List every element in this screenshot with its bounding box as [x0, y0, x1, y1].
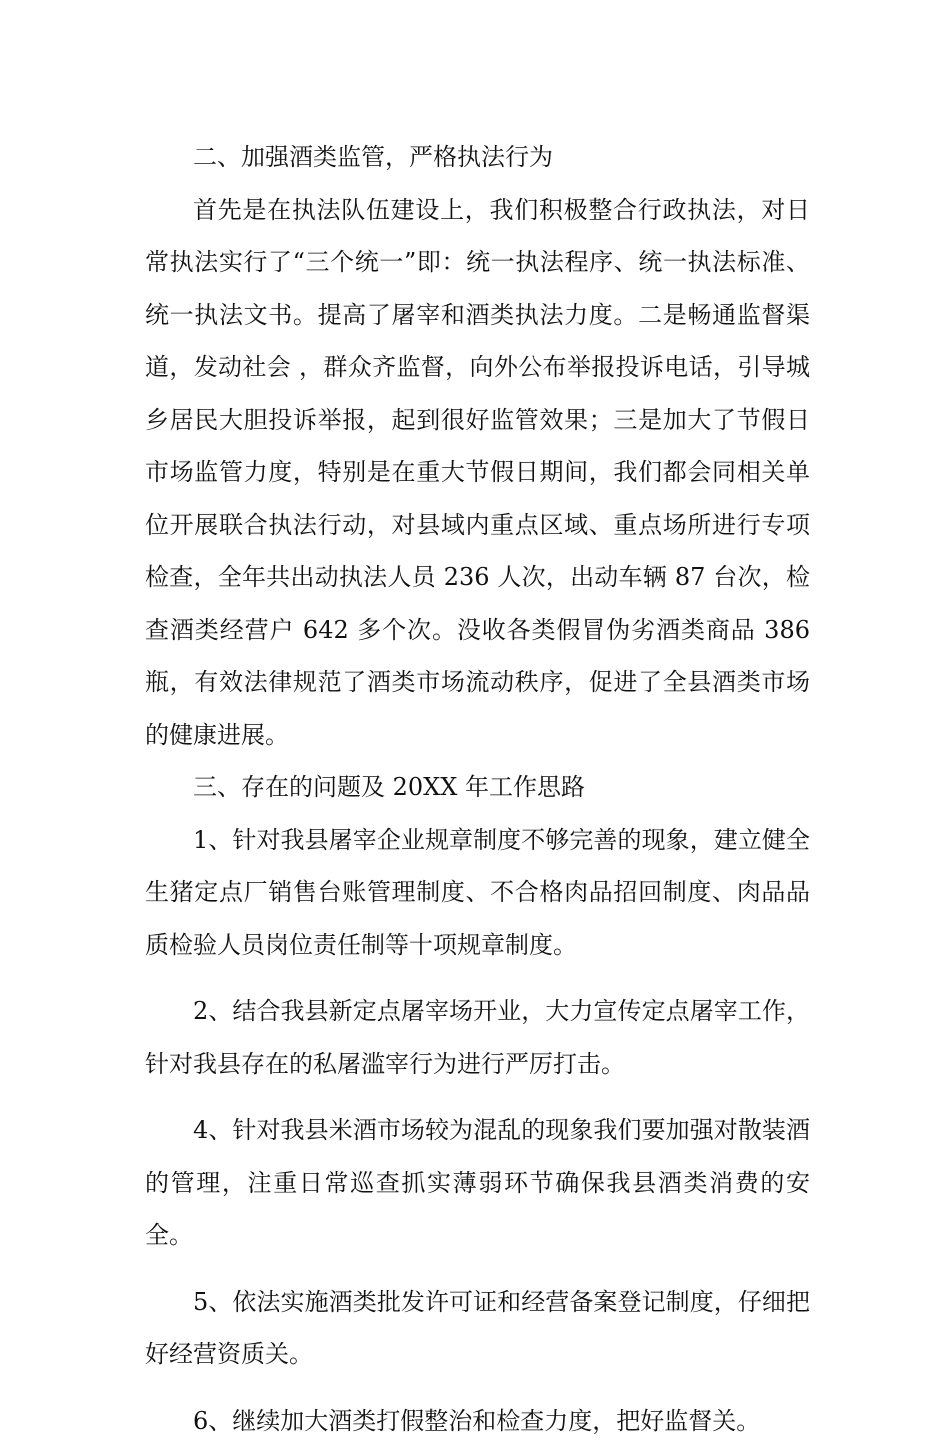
section-heading-2: 二、加强酒类监管，严格执法行为 — [145, 131, 810, 184]
list-item-6: 6、继续加大酒类打假整治和检查力度，把好监督关。 — [145, 1395, 810, 1447]
section-heading-3: 三、存在的问题及 20XX 年工作思路 — [145, 761, 810, 814]
list-item-1: 1、针对我县屠宰企业规章制度不够完善的现象，建立健全生猪定点厂销售台账管理制度、不合格肉品招回制度、肉品品质检验人员岗位责任制等十项规章制度。 — [145, 814, 810, 972]
paragraph-enforcement: 首先是在执法队伍建设上，我们积极整合行政执法，对日常执法实行了“三个统一”即：统一执法程序、统一执法标准、统一执法文书。提高了屠宰和酒类执法力度。二是畅通监督渠道，发动社会 ，群众齐监督，向外公布举报投诉电话，引导城乡居民大胆投诉举报，起到很好监管效果；三是加大了节假日市场监管力度，特别是在重大节假日期间，我们都会同相关单位开展联合执法行动，对县域内重点区域、重点场所进行专项检查，全年共出动执法人员 236 人次，出动车辆 87 台次，检查酒类经营户 642 多个次。没收各类假冒伪劣酒类商品 386 瓶，有效法律规范了酒类市场流动秩序，促进了全县酒类市场的健康进展。 — [145, 184, 810, 762]
document-body — [145, 131, 810, 1447]
list-item-4: 4、针对我县米酒市场较为混乱的现象我们要加强对散装酒的管理，注重日常巡查抓实薄弱环节确保我县酒类消费的安全。 — [145, 1104, 810, 1262]
list-item-2: 2、结合我县新定点屠宰场开业，大力宣传定点屠宰工作，针对我县存在的私屠滥宰行为进行严厉打击。 — [145, 985, 810, 1090]
list-item-5: 5、依法实施酒类批发许可证和经营备案登记制度，仔细把好经营资质关。 — [145, 1276, 810, 1381]
